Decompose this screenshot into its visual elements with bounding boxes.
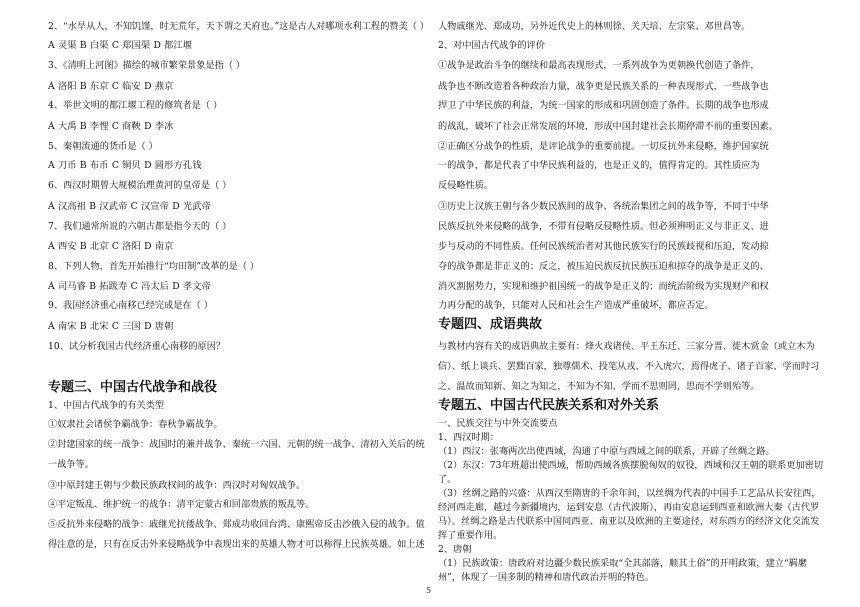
question-5: 5、秦朝流通的货币是（ ） <box>48 141 158 152</box>
text-line: 2、唐朝 <box>438 544 472 555</box>
text-line: 与教材内容有关的成语典故主要有：烽火戏诸侯、平王东迁、三家分晋、徙木赏金（或立木为 <box>438 341 815 352</box>
text-line: （3）丝绸之路的兴盛：从西汉至隋唐的千余年间，以丝绸为代表的中国手工艺品从长安往西， <box>438 488 821 499</box>
text-line: 战争也不断改造着各种政治力量，战争更是民族关系的一种表现形式，一些战争也 <box>438 81 769 92</box>
text-line: 之、温故而知新、知之为知之，不知为不知、学而不思则罔，思而不学则殆等。 <box>438 381 760 392</box>
question-9: 9、我国经济重心南移已经完成是在（ ） <box>48 300 213 311</box>
question-10: 10、试分析我国古代经济重心南移的原因？ <box>48 341 226 352</box>
text-line: 消灭割据势力，实现和维护祖国统一的战争是正义的；而统治阶级为实现财产和权 <box>438 281 769 292</box>
topic-3-line: ⑤反抗外来侵略的战争：戚继光抗倭战争、郑成功收回台湾、康熙帝反击沙俄入侵的战争。值 <box>48 519 425 530</box>
topic-3-line: ③中原封建王朝与少数民族政权间的战争：西汉时对匈奴战争。 <box>48 480 306 491</box>
text-line: 步与反动的不同性质。任何民族统治者对其他民族实行的民族歧视和压迫，发动掠 <box>438 241 769 252</box>
topic-3-line: ①奴隶社会诸侯争霸战争：春秋争霸战争。 <box>48 419 223 430</box>
text-line: ②正确区分战争的性质，是评论战争的重要前提。一切反抗外来侵略，维护国家统 <box>438 141 769 152</box>
text-line: 了。 <box>438 474 457 485</box>
topic-3-line: 1、中国古代战争的有关类型 <box>48 400 165 411</box>
text-line: 夺的战争都是非正义的；反之，被压迫民族反抗民族压迫和掠夺的战争是正义的、 <box>438 261 769 272</box>
question-8-options: A 司马睿 B 拓跋寿 C 冯太后 D 孝文帝 <box>48 281 212 292</box>
text-line: 经河西走廊，越过今新疆境内，运到安息（古代波斯），再由安息运到西亚和欧洲大秦（古代罗 <box>438 502 820 513</box>
text-line: （1）西汉：张骞两次出使西域，沟通了中原与西域之间的联系，开辟了丝绸之路。 <box>438 446 775 457</box>
question-7: 7、我们通常所说的六朝古都是指今天的（ ） <box>48 221 232 232</box>
text-line: 1、西汉时期： <box>438 432 499 443</box>
text-line: （2）东汉：73年班超出使西域，帮助西域各族摆脱匈奴的奴役，西域和汉王朝的联系更加密切 <box>438 460 824 471</box>
question-4: 4、举世文明的都江堰工程的修筑者是（ ） <box>48 100 223 111</box>
text-line: 州”，体现了一国多制的精神和唐代政治开明的特色。 <box>438 572 655 583</box>
text-line: 反侵略性质。 <box>438 180 494 191</box>
text-line: 人物戚继光、郑成功，另外近代史上的林则徐、关天培、左宗棠、邓世昌等。 <box>438 21 751 32</box>
page-number: 5 <box>426 586 432 595</box>
topic-3-line: ④平定叛乱、维护统一的战争：清平定蒙古和回部贵族的叛乱等。 <box>48 499 315 510</box>
topic-3-line: 得注意的是，只有在反击外来侵略战争中表现出来的英雄人物才可以称得上民族英雄。如上述 <box>48 539 425 550</box>
topic-3-line: ②封建国家的统一战争：战国时的兼并战争、秦统一六国、元朝的统一战争、清初入关后的统 <box>48 439 425 450</box>
text-line: 马）。丝绸之路是古代联系中国同西亚、南亚以及欧洲的主要途径，对东西方的经济文化交流发 <box>438 516 820 527</box>
text-line: ③历史上汉族王朝与各少数民族间的战争、各统治集团之间的战争等，不同于中华 <box>438 201 769 212</box>
text-line: 捍卫了中华民族的利益，为统一国家的形成和巩固创造了条件。长期的战争也形成 <box>438 100 769 111</box>
text-line: 2、对中国古代战争的评价 <box>438 40 545 51</box>
question-6-options: A 汉高祖 B 汉武帝 C 汉宣帝 D 光武帝 <box>48 201 212 212</box>
text-line: （1）民族政策：唐政府对边疆少数民族采取“全其部落，顺其土俗”的开明政策，建立“羁縻 <box>438 558 808 569</box>
text-line: 一的战争，都是代表了中华民族利益的，也是正义的，值得肯定的。其性质应为 <box>438 160 760 171</box>
text-line: 挥了重要作用。 <box>438 530 503 541</box>
question-4-options: A 大禹 B 李悝 C 商鞅 D 李冰 <box>48 121 174 132</box>
question-3: 3、《清明上河图》描绘的城市繁荣景象是指（ ） <box>48 60 246 71</box>
question-8: 8、下列人物，首先开始推行“均田制”改革的是（ ） <box>48 261 260 272</box>
question-2-options: A 灵渠 B 白渠 C 郑国渠 D 都江堰 <box>48 40 193 51</box>
topic-3-heading: 专题三、中国古代战争和战役 <box>48 380 218 395</box>
text-line: 信）、纸上谈兵、罢黜百家，独尊儒术、投笔从戎、不入虎穴，焉得虎子、诸子百家、学而时习 <box>438 361 820 372</box>
question-6: 6、西汉时期曾大规模治理黄河的皇帝是（ ） <box>48 180 232 191</box>
question-7-options: A 西安 B 北京 C 洛阳 D 南京 <box>48 241 174 252</box>
text-line: 民族反抗外来侵略的战争，不带有侵略反侵略性质。但必须辨明正义与非正义、进 <box>438 221 769 232</box>
topic-3-line: 一战争等。 <box>48 459 94 470</box>
text-line: 力再分配的战争，只能对人民和社会生产造成严重破坏，都应否定。 <box>438 300 714 311</box>
text-line: ①战争是政治斗争的继续和最高表现形式，一系列战争为更朝换代创造了条件， <box>438 60 760 71</box>
question-3-options: A 洛阳 B 东京 C 临安 D 燕京 <box>48 81 174 92</box>
text-line: 的战乱，破坏了社会正常发展的环境，形成中国封建社会长期停滞不前的重要因素。 <box>438 121 778 132</box>
text-line: 一、民族交往与中外交流要点 <box>438 418 558 429</box>
topic-5-heading: 专题五、中国古代民族关系和对外关系 <box>438 398 660 413</box>
question-2: 2、“水旱从人，不知饥馑，时无荒年，天下谓之天府也。”这是古人对哪项水利工程的赞美（ ） <box>48 21 430 32</box>
question-5-options: A 刀币 B 布币 C 铜贝 D 圆形方孔钱 <box>48 160 202 171</box>
question-9-options: A 南宋 B 北宋 C 三国 D 唐朝 <box>48 321 174 332</box>
topic-4-heading: 专题四、成语典故 <box>438 317 543 332</box>
